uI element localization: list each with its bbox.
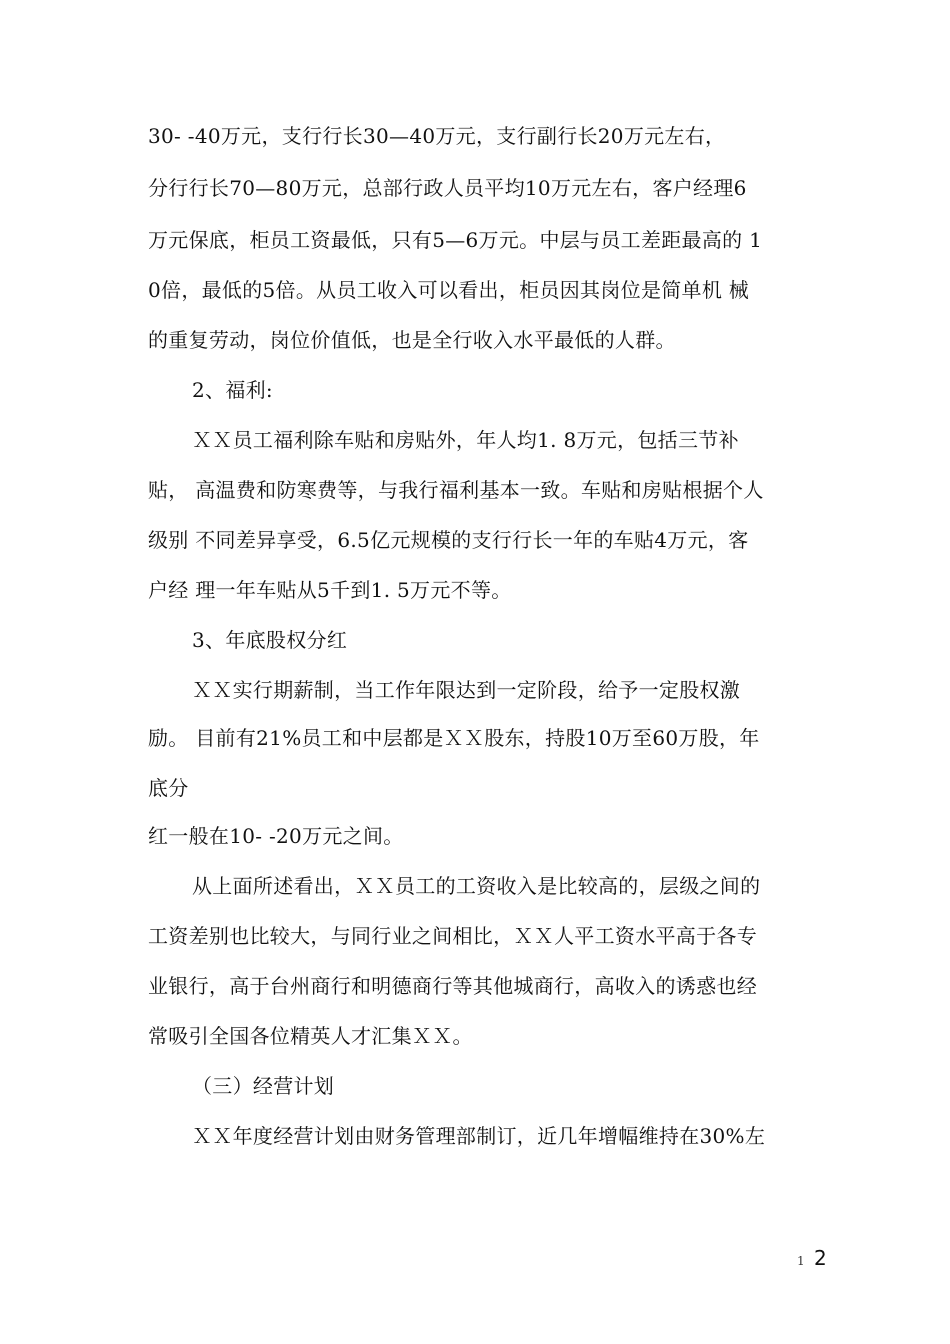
body-text-line: 万元保底，柜员工资最低，只有5—6万元。中层与员工差距最高的 1	[148, 228, 763, 252]
body-text-line: 户经 理一年车贴从5千到1. 5万元不等。	[148, 578, 512, 602]
body-text-line: ＸＸ实行期薪制，当工作年限达到一定阶段，给予一定股权激	[192, 678, 741, 702]
body-text-line: 30- -40万元，支行行长30—40万元，支行副行长20万元左右，	[148, 124, 726, 148]
body-text-line: 0倍，最低的5倍。从员工收入可以看出，柜员因其岗位是简单机 械	[148, 278, 750, 302]
section-heading-business-plan: （三）经营计划	[192, 1074, 335, 1098]
body-text-line: 工资差别也比较大，与同行业之间相比，ＸＸ人平工资水平高于各专	[148, 924, 757, 948]
body-text-line: ＸＸ年度经营计划由财务管理部制订，近几年增幅维持在30%左	[192, 1124, 766, 1148]
body-text-line: 励。 目前有21%员工和中层都是ＸＸ股东，持股10万至60万股，年	[148, 726, 760, 750]
section-heading-welfare: 2、福利:	[192, 378, 273, 402]
body-text-line: 常吸引全国各位精英人才汇集ＸＸ。	[148, 1024, 473, 1048]
body-text-line: 的重复劳动，岗位价值低，也是全行收入水平最低的人群。	[148, 328, 676, 352]
footer-mark: 1	[797, 1254, 805, 1268]
body-text-line: 从上面所述看出，ＸＸ员工的工资收入是比较高的，层级之间的	[192, 874, 761, 898]
section-heading-dividend: 3、年底股权分红	[192, 628, 348, 652]
body-text-line: 底分	[148, 776, 189, 800]
body-text-line: 业银行，高于台州商行和明德商行等其他城商行，高收入的诱惑也经	[148, 974, 757, 998]
body-text-line: 贴， 高温费和防寒费等，与我行福利基本一致。车贴和房贴根据个人	[148, 478, 764, 502]
body-text-line: 级别 不同差异享受，6.5亿元规模的支行行长一年的车贴4万元，客	[148, 528, 749, 552]
page-number: 2	[814, 1246, 827, 1270]
body-text-line: 红一般在10- -20万元之间。	[148, 824, 404, 848]
body-text-line: 分行行长70—80万元，总部行政人员平均10万元左右，客户经理6	[148, 176, 747, 200]
body-text-line: ＸＸ员工福利除车贴和房贴外，年人均1. 8万元，包括三节补	[192, 428, 739, 452]
